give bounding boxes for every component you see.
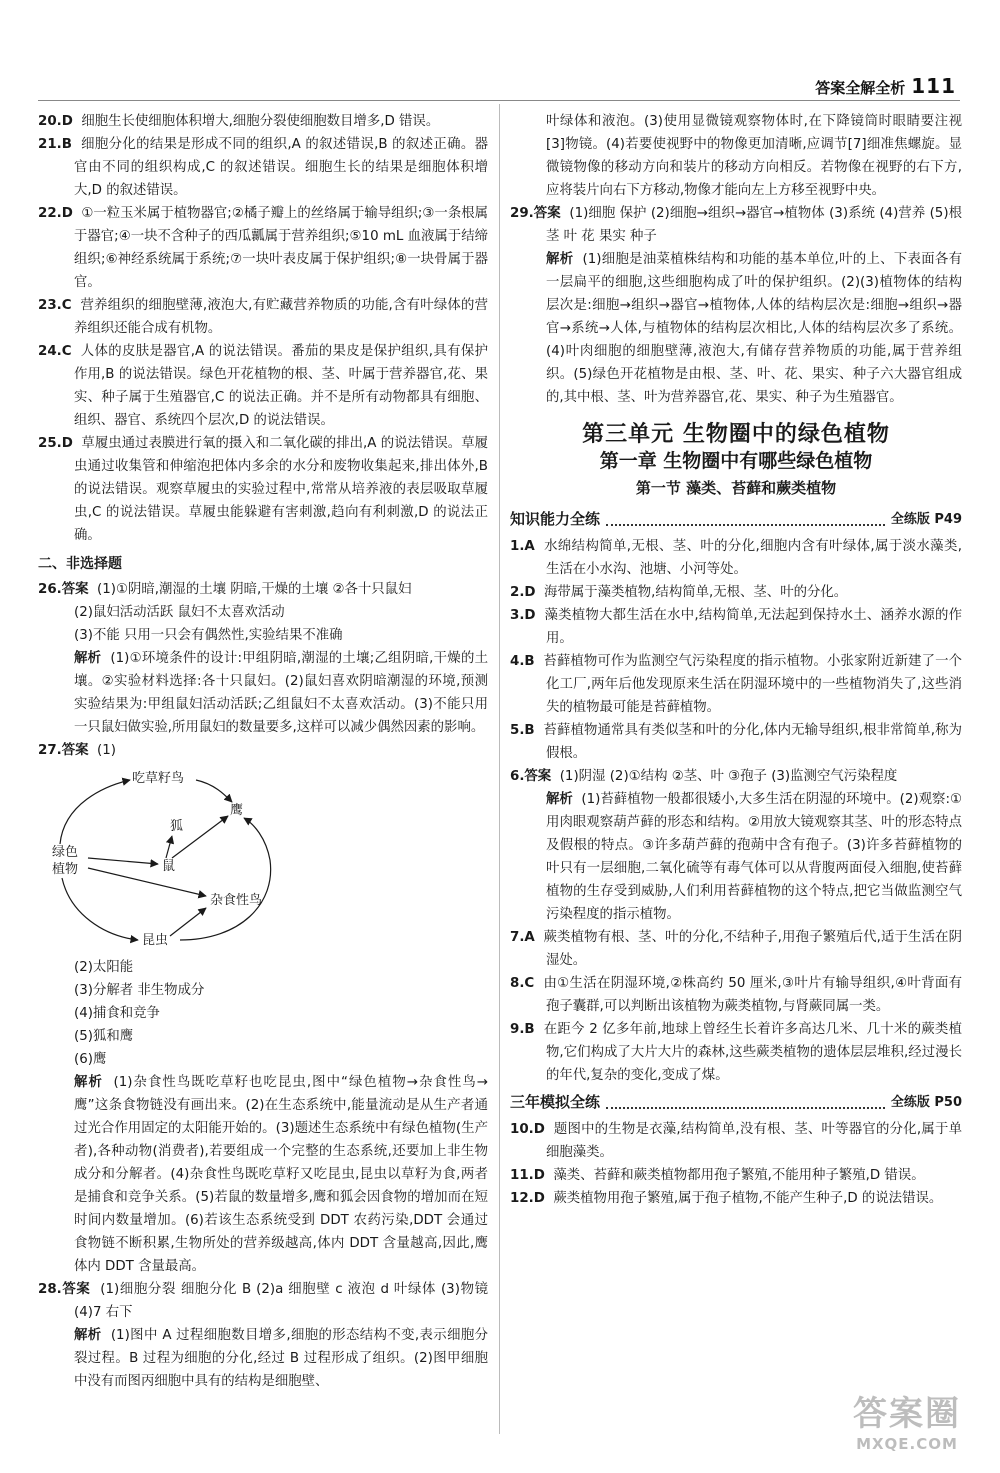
answer-k4: 4.B 苔藓植物可作为监测空气污染程度的指示植物。小张家附近新建了一个化工厂,两年后他发现原来生活在阴湿环境中的一些植物消失了,这些消失的植物最可能是苔藓植物。 bbox=[510, 654, 962, 715]
answer-26-line2: (2)鼠妇活动活跃 鼠妇不太喜欢活动 bbox=[74, 605, 285, 620]
answer-k1: 1.A 水绵结构简单,无根、茎、叶的分化,细胞内含有叶绿体,属于淡水藻类,生活在小水沟、池塘、小河等处。 bbox=[510, 539, 963, 577]
arrow-plants-mouse bbox=[88, 858, 158, 864]
bar-label: 知识能力全练 bbox=[510, 510, 601, 528]
answer-20: 20.D 细胞生长使细胞体积增大,细胞分裂使细胞数目增多,D 错误。 bbox=[38, 114, 440, 129]
answer-26-line3: (3)不能 只用一只会有偶然性,实验结果不准确 bbox=[74, 628, 343, 643]
arrow-mouse-fox bbox=[166, 836, 172, 858]
answer-27-line2: (2)太阳能 bbox=[74, 960, 134, 975]
answer-k6: 6.答案 (1)阴湿 (2)①结构 ②茎、叶 ③孢子 (3)监测空气污染程度 bbox=[510, 769, 898, 784]
bar-page-ref: 全练版 P49 bbox=[890, 512, 962, 527]
answer-27-line4: (4)捕食和竞争 bbox=[74, 1006, 160, 1021]
dotted-leader bbox=[606, 1097, 885, 1109]
answer-27: 27.答案 (1) bbox=[38, 743, 116, 758]
answer-m10: 10.D 题图中的生物是衣藻,结构简单,没有根、茎、叶等器官的分化,属于单细胞藻类。 bbox=[510, 1122, 962, 1160]
dotted-leader bbox=[606, 514, 885, 526]
bar-label: 三年模拟全练 bbox=[510, 1093, 601, 1111]
node-seed-bird: 吃草籽鸟 bbox=[132, 771, 185, 786]
watermark-url: MXQE.COM bbox=[856, 1435, 958, 1453]
answer-k2: 2.D 海带属于藻类植物,结构简单,无根、茎、叶的分化。 bbox=[510, 585, 848, 600]
arrow-plants-seedbird bbox=[60, 780, 130, 844]
answer-21: 21.B 细胞分化的结果是形成不同的组织,A 的叙述错误,B 的叙述正确。器官由不同的组织构成,C 的叙述错误。细胞生长的结果是细胞体积增大,D 的叙述错误。 bbox=[38, 137, 489, 198]
arrow-plants-omnibird bbox=[88, 868, 206, 896]
section-heading-non-choice: 二、非选择题 bbox=[38, 556, 122, 572]
node-fox: 狐 bbox=[170, 819, 184, 834]
page-header bbox=[815, 74, 956, 98]
answer-26: 26.答案 (1)①阴暗,潮湿的土壤 阴暗,干燥的土壤 ②各十只鼠妇 bbox=[38, 582, 412, 597]
answer-23: 23.C 营养组织的细胞壁薄,液泡大,有贮藏营养物质的功能,含有叶绿体的营养组织还能合成有机物。 bbox=[38, 298, 488, 336]
answer-28: 28.答案 (1)细胞分裂 细胞分化 B (2)a 细胞壁 c 液泡 d 叶绿体 (3)物镜 (4)7 右下 bbox=[38, 1282, 489, 1320]
left-column bbox=[38, 110, 488, 1393]
answer-25: 25.D 草履虫通过表膜进行氧的摄入和二氧化碳的排出,A 的说法错误。草履虫通过收集管和伸缩泡把体内多余的水分和废物收集起来,排出体外,B 的说法错误。观察草履虫的实验过程中,常常从培养液的表层吸取草履虫,C 的说法错误。草履虫能躲避有害刺激,趋向有利刺激,D 的说法正确。 bbox=[38, 436, 489, 543]
arrow-seedbird-eagle bbox=[196, 780, 232, 802]
analysis-28-continued: 叶绿体和液泡。(3)使用显微镜观察物体时,在下降镜筒时眼睛要注视[3]物镜。(4)若要使视野中的物像更加清晰,应调节[7]细准焦螺旋。显微镜物像的移动方向和装片的移动方向相反。若物像在视野的右下方,应将装片向右下方移动,物像才能向左上方移至视野中央。 bbox=[546, 114, 962, 198]
analysis-27: 解析 (1)杂食性鸟既吃草籽也吃昆虫,图中“绿色植物→杂食性鸟→鹰”这条食物链没有画出来。(2)在生态系统中,能量流动是从生产者通过光合作用固定的太阳能开始的。(3)题述生态系统中有绿色植物(生产者),各种动物(消费者),若要组成一个完整的生态系统,还要加上非生物成分和分解者。(4)杂食性鸟既吃草籽又吃昆虫,昆虫以草籽为食,两者是捕食和竞争关系。(5)若鼠的数量增多,鹰和狐会因食物的增加而在短时间内数量增加。(6)若该生态系统受到 DDT 农药污染,DDT 会通过食物链不断积累,生物所处的营养级越高,体内 DDT 含量越高,因此,鹰体内 DDT 含量最高。 bbox=[74, 1075, 489, 1274]
answer-27-line6: (6)鹰 bbox=[74, 1052, 107, 1067]
node-omnivorous-bird: 杂食性鸟 bbox=[210, 893, 263, 908]
answer-k5: 5.B 苔藓植物通常具有类似茎和叶的分化,体内无输导组织,根非常简单,称为假根。 bbox=[510, 723, 962, 761]
answer-m11: 11.D 藻类、苔藓和蕨类植物都用孢子繁殖,不能用种子繁殖,D 错误。 bbox=[510, 1168, 925, 1183]
answer-k8: 8.C 由①生活在阴湿环境,②株高约 50 厘米,③叶片有输导组织,④叶背面有孢子囊群,可以判断出该植物为蕨类植物,与肾蕨同属一类。 bbox=[510, 976, 963, 1014]
arrow-insect-omnibird bbox=[170, 908, 206, 936]
node-plants-line2: 植物 bbox=[52, 862, 79, 877]
header-rule bbox=[38, 100, 960, 101]
analysis-28: 解析 (1)图中 A 过程细胞数目增多,细胞的形态结构不变,表示细胞分裂过程。B 过程为细胞的分化,经过 B 过程形成了组织。(2)图甲细胞中没有而图丙细胞中具有的结构是细胞壁、 bbox=[74, 1328, 489, 1389]
answer-k3: 3.D 藻类植物大都生活在水中,结构简单,无法起到保持水土、涵养水源的作用。 bbox=[510, 608, 962, 646]
section-bar-knowledge bbox=[510, 508, 962, 531]
analysis-26: 解析 (1)①环境条件的设计:甲组阴暗,潮湿的土壤;乙组阴暗,干燥的土壤。②实验材料选择:各十只鼠妇。(2)鼠妇喜欢阴暗潮湿的环境,预测实验结果为:甲组鼠妇活动活跃;乙组鼠妇不太喜欢活动。(3)不能只用一只鼠妇做实验,所用鼠妇的数量要多,这样可以减少偶然因素的影响。 bbox=[74, 651, 489, 735]
node-mouse: 鼠 bbox=[162, 859, 176, 874]
answer-22: 22.D ①一粒玉米属于植物器官;②橘子瓣上的丝络属于输导组织;③一条根属于器官;④一块不含种子的西瓜瓤属于营养组织;⑤10 mL 血液属于结缔组织;⑥神经系统属于系统;⑦一块叶表皮属于保护组织;⑧一块骨属于器官。 bbox=[38, 206, 489, 290]
answer-24: 24.C 人体的皮肤是器官,A 的说法错误。番茄的果皮是保护组织,具有保护作用,B 的说法错误。绿色开花植物的根、茎、叶属于营养器官,花、果实、种子属于生殖器官,C 的说法正确。并不是所有动物都具有细胞、组织、器官、系统四个层次,D 的说法错误。 bbox=[38, 344, 488, 428]
answer-27-line3: (3)分解者 非生物成分 bbox=[74, 983, 205, 998]
food-web-diagram bbox=[44, 764, 284, 954]
right-column bbox=[510, 110, 962, 1210]
section-title: 第一节 藻类、苔藓和蕨类植物 bbox=[635, 479, 837, 497]
analysis-k6: 解析 (1)苔藓植物一般都很矮小,大多生活在阴湿的环境中。(2)观察:①用肉眼观察葫芦藓的形态和结构。②用放大镜观察其茎、叶的形态特点及假根的特点。③许多葫芦藓的孢蒴中含有孢子。(3)许多苔藓植物的叶只有一层细胞,二氧化硫等有毒气体可以从背腹两面侵入细胞,使苔藓植物的生存受到威胁,人们利用苔藓植物的这个特点,把它当做监测空气污染程度的指示植物。 bbox=[546, 792, 963, 922]
arrow-insect-eagle bbox=[180, 818, 271, 940]
watermark-logo bbox=[832, 1386, 982, 1453]
arrow-plants-insect bbox=[62, 878, 138, 940]
answer-m12: 12.D 蕨类植物用孢子繁殖,属于孢子植物,不能产生种子,D 的说法错误。 bbox=[510, 1191, 943, 1206]
column-divider bbox=[499, 104, 500, 1434]
answer-k7: 7.A 蕨类植物有根、茎、叶的分化,不结种子,用孢子繁殖后代,适于生活在阴湿处。 bbox=[510, 930, 962, 968]
node-eagle: 鹰 bbox=[230, 803, 244, 818]
unit-title: 第三单元 生物圈中的绿色植物 bbox=[582, 422, 890, 447]
page-number: 111 bbox=[911, 74, 956, 98]
chapter-title: 第一章 生物圈中有哪些绿色植物 bbox=[599, 450, 873, 472]
analysis-29: 解析 (1)细胞是油菜植株结构和功能的基本单位,叶的上、下表面各有一层扁平的细胞,这些细胞构成了叶的保护组织。(2)(3)植物体的结构层次是:细胞→组织→器官→植物体,人体的结构层次是:细胞→组织→器官→系统→人体,与植物体的结构层次相比,人体的结构层次多了系统。(4)叶肉细胞的细胞壁薄,液泡大,有储存营养物质的功能,属于营养组织。(5)绿色开花植物是由根、茎、叶、花、果实、种子六大器官组成的,其中根、茎、叶为营养器官,花、果实、种子为生殖器官。 bbox=[546, 252, 963, 405]
answer-29: 29.答案 (1)细胞 保护 (2)细胞→组织→器官→植物体 (3)系统 (4)营养 (5)根 茎 叶 花 果实 种子 bbox=[510, 206, 963, 244]
node-insect: 昆虫 bbox=[142, 933, 169, 948]
header-title: 答案全解全析 bbox=[815, 79, 906, 97]
node-plants-line1: 绿色 bbox=[52, 845, 79, 860]
answer-k9: 9.B 在距今 2 亿多年前,地球上曾经生长着许多高达几米、几十米的蕨类植物,它们构成了大片大片的森林,这些蕨类植物的遗体层层堆积,经过漫长的年代,复杂的变化,变成了煤。 bbox=[510, 1022, 962, 1083]
watermark-text: 答案圈 bbox=[853, 1394, 961, 1434]
section-bar-simulation bbox=[510, 1091, 962, 1114]
answer-27-line5: (5)狐和鹰 bbox=[74, 1029, 134, 1044]
bar-page-ref: 全练版 P50 bbox=[890, 1095, 962, 1110]
